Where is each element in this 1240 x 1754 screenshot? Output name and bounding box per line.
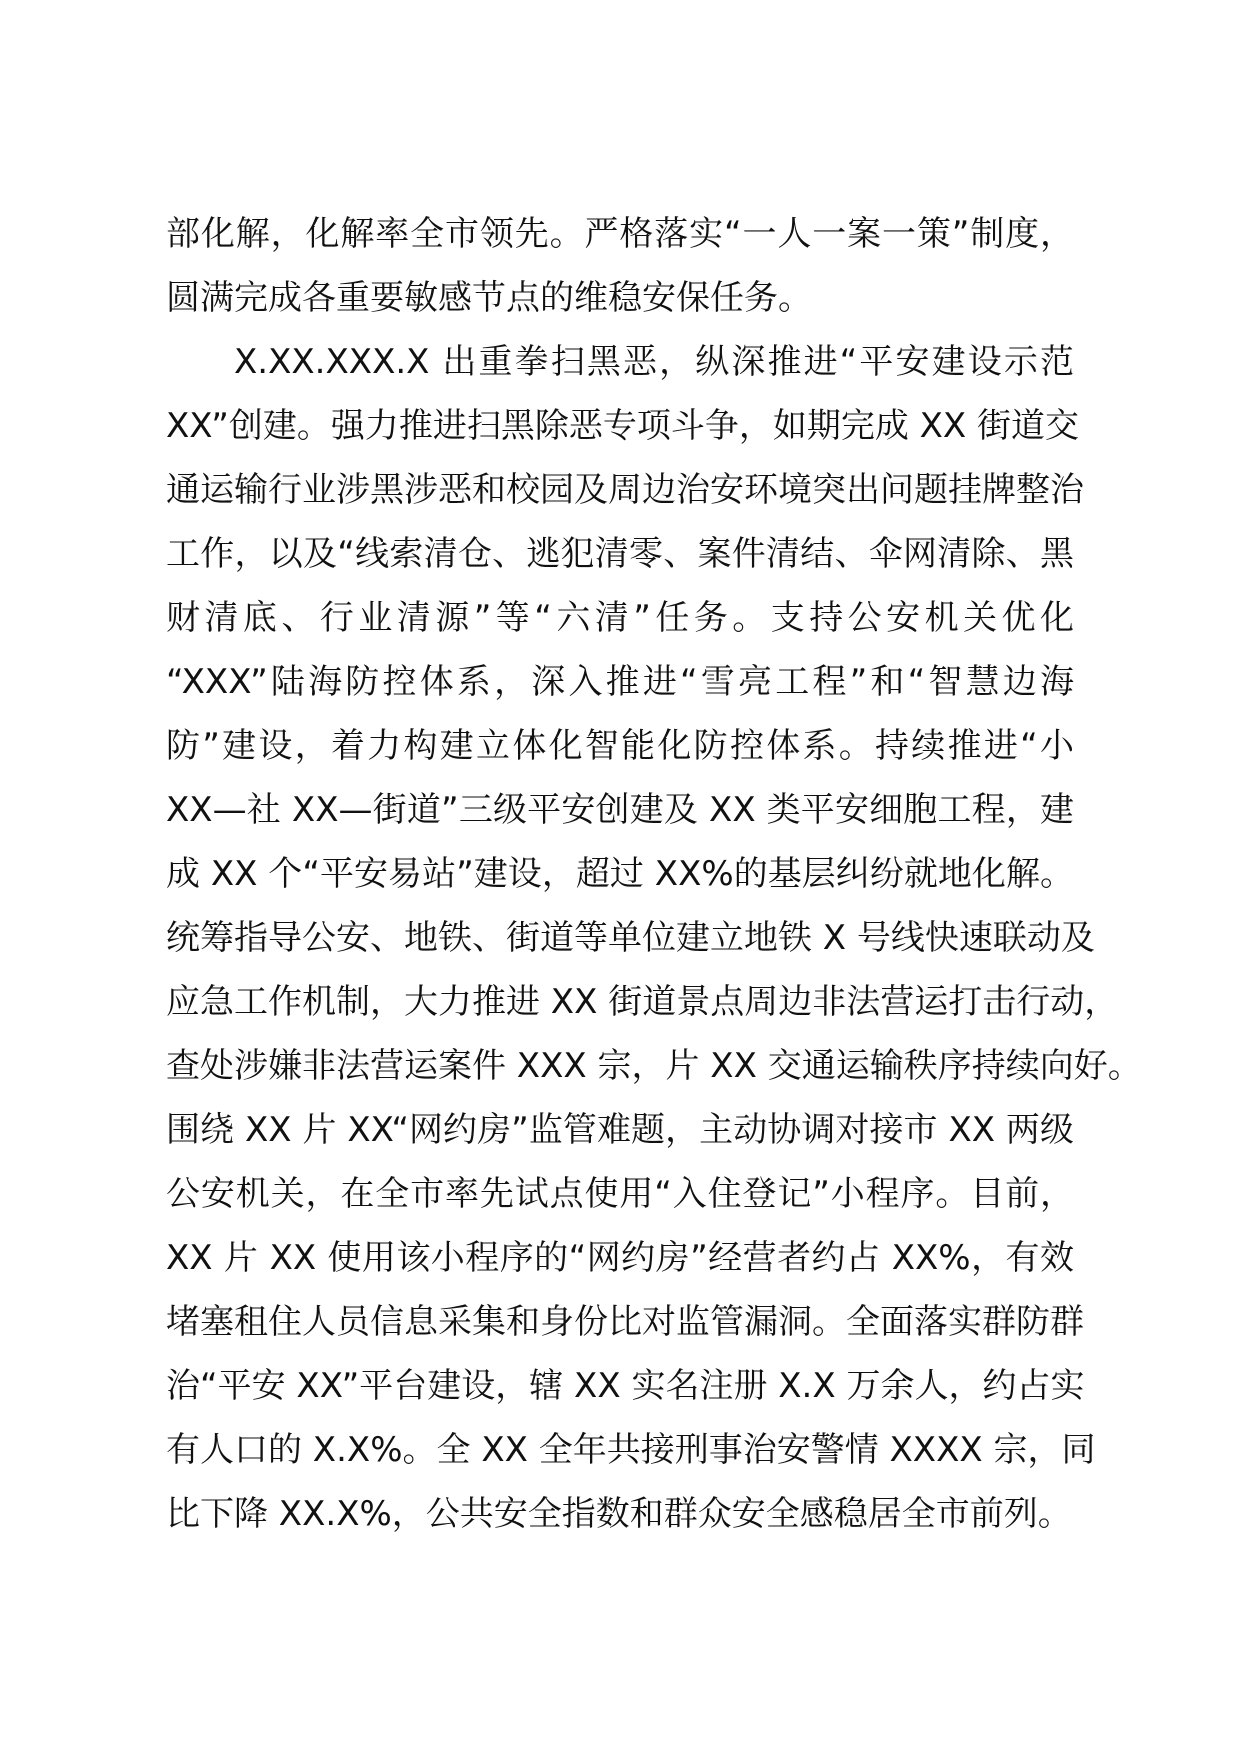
text-line: 通运输行业涉黑涉恶和校园及周边治安环境突出问题挂牌整治 [166,470,1084,510]
text-line: XX”创建。强力推进扫黑除恶专项斗争，如期完成 XX 街道交 [166,406,1080,446]
text-line: 工作，以及“线索清仓、逃犯清零、案件清结、伞网清除、黑 [166,534,1074,574]
text-line: 公安机关，在全市率先试点使用“入住登记”小程序。目前， [166,1174,1074,1214]
text-line: 统筹指导公安、地铁、街道等单位建立地铁 X 号线快速联动及 [166,918,1095,958]
text-line: 财清底、行业清源”等“六清”任务。支持公安机关优化 [166,598,1074,638]
text-line: XX—社 XX—街道”三级平安创建及 XX 类平安细胞工程，建 [166,790,1074,830]
text-line: 圆满完成各重要敏感节点的维稳安保任务。 [166,278,812,318]
text-line: 比下降 XX.X%，公共安全指数和群众安全感稳居全市前列。 [166,1494,1072,1534]
text-line: 成 XX 个“平安易站”建设，超过 XX%的基层纠纷就地化解。 [166,854,1074,894]
text-line: 应急工作机制，大力推进 XX 街道景点周边非法营运打击行动， [166,982,1119,1022]
paragraph-start-line: X.XX.XXX.X 出重拳扫黑恶，纵深推进“平安建设示范 [234,342,1074,382]
text-line: 有人口的 X.X%。全 XX 全年共接刑事治安警情 XXXX 宗，同 [166,1430,1096,1470]
text-line: 部化解，化解率全市领先。严格落实“一人一案一策”制度， [166,214,1074,254]
text-line: 查处涉嫌非法营运案件 XXX 宗，片 XX 交通运输秩序持续向好。 [166,1046,1142,1086]
text-line: 堵塞租住人员信息采集和身份比对监管漏洞。全面落实群防群 [166,1302,1084,1342]
text-line: “XXX”陆海防控体系，深入推进“雪亮工程”和“智慧边海 [166,662,1074,702]
body-text [166,202,1142,1546]
text-line: XX 片 XX 使用该小程序的“网约房”经营者约占 XX%，有效 [166,1238,1074,1278]
text-line: 围绕 XX 片 XX“网约房”监管难题，主动协调对接市 XX 两级 [166,1110,1074,1150]
text-line: 治“平安 XX”平台建设，辖 XX 实名注册 X.X 万余人，约占实 [166,1366,1085,1406]
text-line: 防”建设，着力构建立体化智能化防控体系。持续推进“小 [166,726,1074,766]
